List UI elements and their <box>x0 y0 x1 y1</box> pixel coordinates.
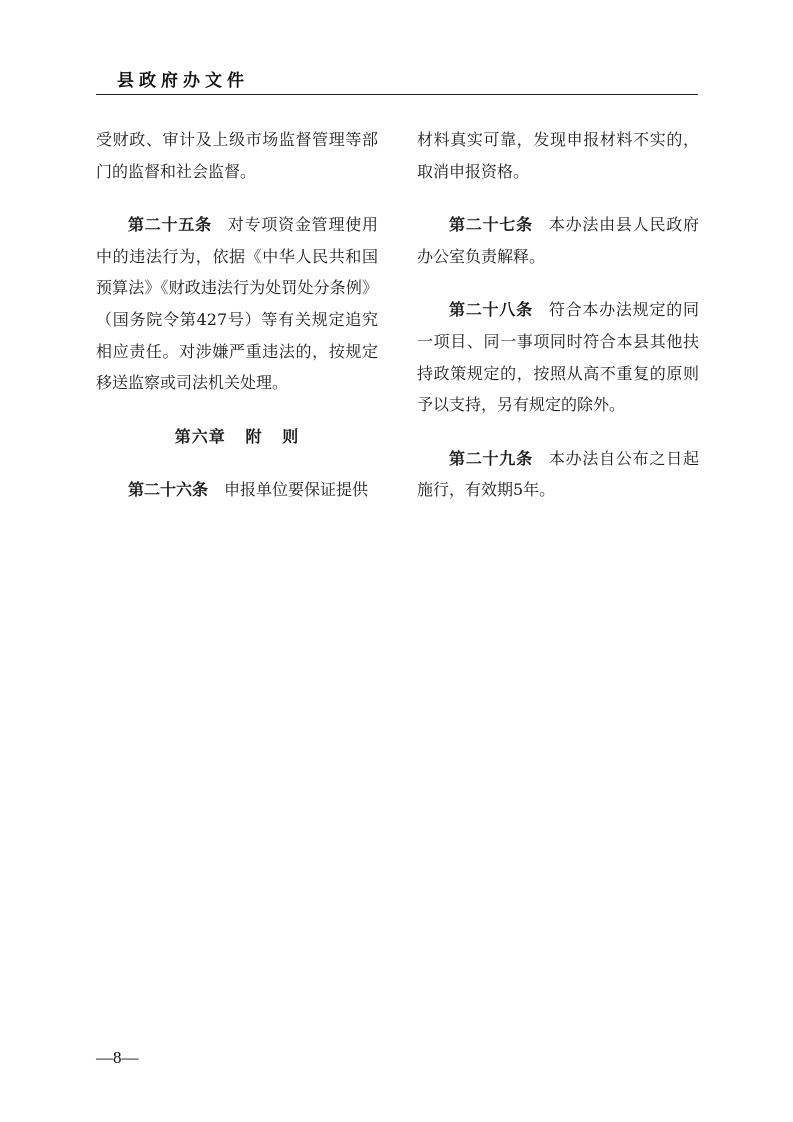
article-25-text: 对专项资金管理使用中的违法行为，依据《中华人民共和国预算法》《财政违法行为处罚处分条例》（国务院令第427号）等有关规定追究相应责任。对涉嫌严重违法的，按规定移送监察或司法机关处理。 <box>96 215 378 393</box>
article-27 <box>417 209 699 272</box>
continued-paragraph: 受财政、审计及上级市场监督管理等部门的监督和社会监督。 <box>96 130 378 181</box>
article-28-label: 第二十八条 <box>449 300 533 320</box>
header-divider <box>96 94 698 95</box>
article-26-label: 第二十六条 <box>128 480 209 500</box>
left-column <box>96 124 378 506</box>
article-27-label: 第二十七条 <box>449 215 533 235</box>
article-28-text: 符合本办法规定的同一项目、同一事项同时符合本县其他扶持政策规定的，按照从高不重复的原则予以支持，另有规定的除外。 <box>417 300 699 415</box>
article-26 <box>96 474 378 506</box>
article-29-label: 第二十九条 <box>449 448 533 468</box>
right-column <box>417 124 699 506</box>
chapter-title: 第六章 附 则 <box>174 426 300 446</box>
article-27-text: 本办法由县人民政府办公室负责解释。 <box>417 215 699 266</box>
article-28 <box>417 294 699 420</box>
article-26-text: 申报单位要保证提供 <box>224 480 369 500</box>
page-number: —8— <box>96 1048 139 1067</box>
continued-paragraph-right: 材料真实可靠，发现申报材料不实的，取消申报资格。 <box>417 130 699 181</box>
article-29 <box>417 443 699 506</box>
article-29-text: 本办法自公布之日起施行，有效期5年。 <box>417 448 699 500</box>
article-25-label: 第二十五条 <box>128 215 212 235</box>
header-title: 县政府办文件 <box>117 71 249 91</box>
article-25 <box>96 209 378 399</box>
